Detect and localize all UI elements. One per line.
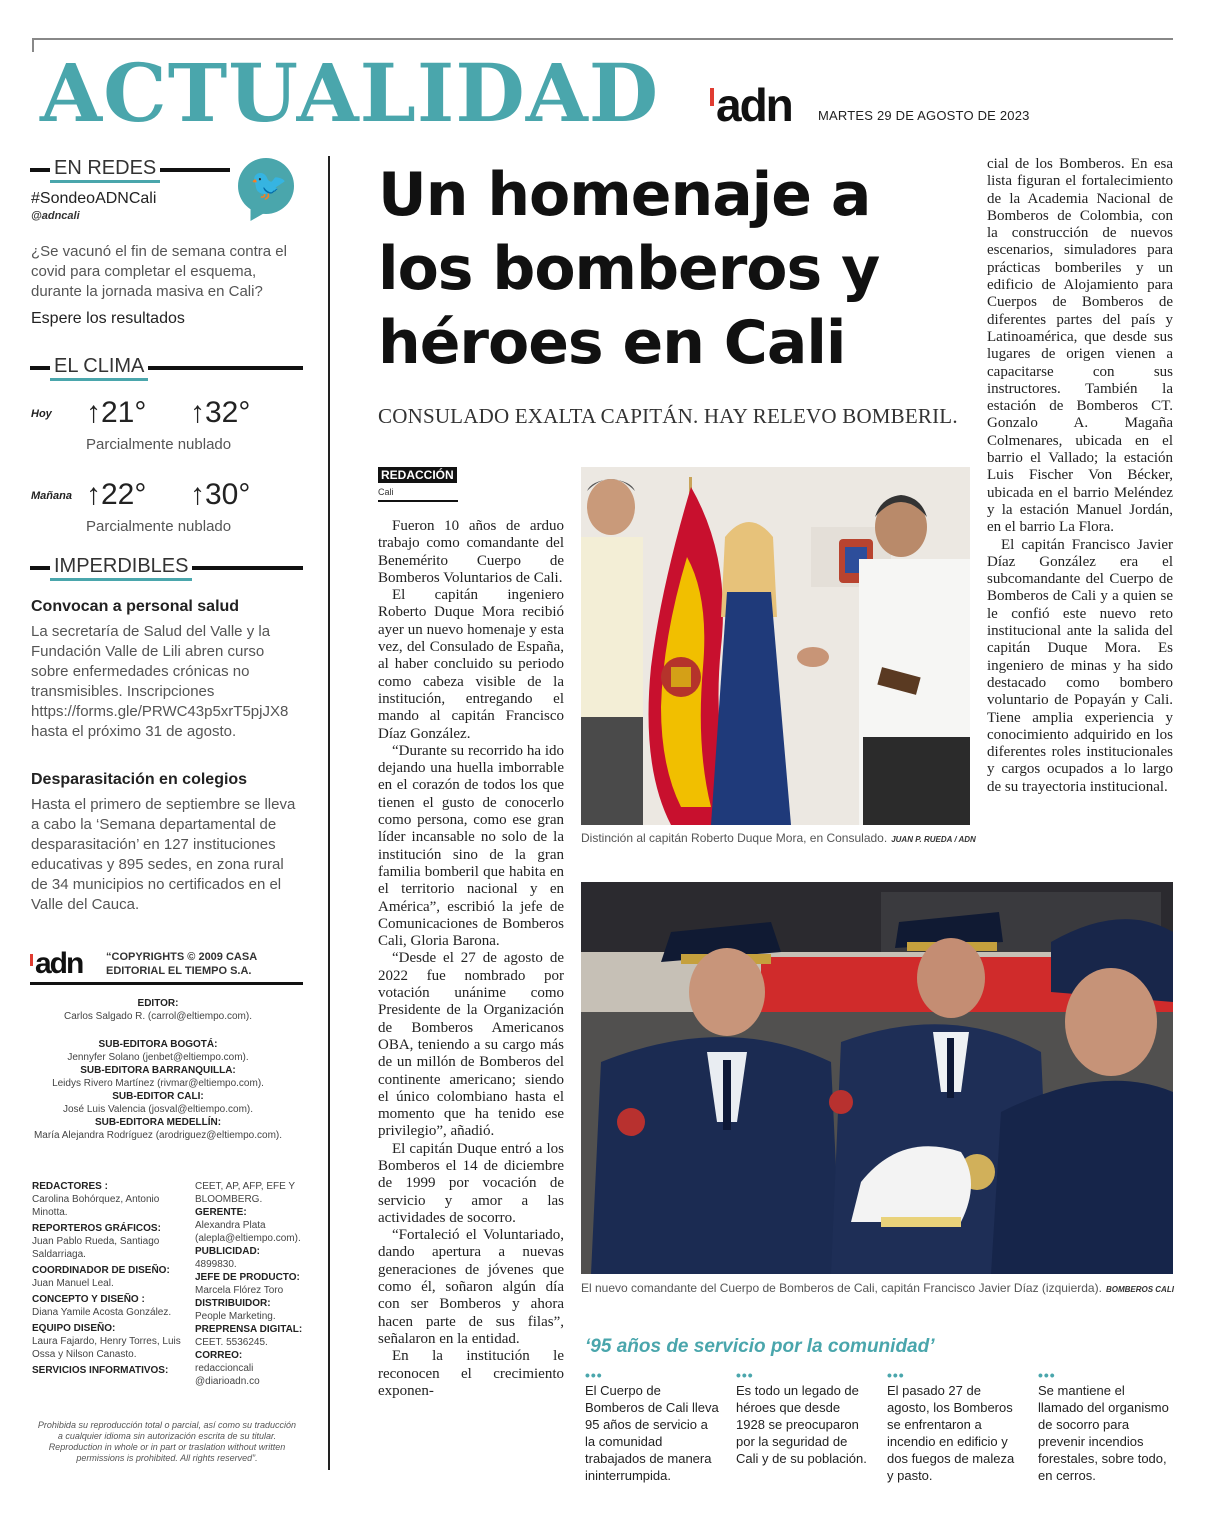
- top-rule-tick: [32, 38, 34, 52]
- imperdible-text-1: La secretaría de Salud del Valle y la Fundación Valle de Lili abren curso sobre enfermedades crónicas no transmisibles. Inscripciones https://forms.gle/PRWC43p5xrT5pjJX8 hasta el próximo 31 de agosto.: [31, 623, 289, 740]
- photo-consulado-caption: Distinción al capitán Roberto Duque Mora, en Consulado. JUAN P. RUEDA / ADN: [581, 831, 976, 845]
- imperdible-title-1: Convocan a personal salud: [31, 598, 240, 615]
- clima-tomorrow-max: ↑30°: [190, 478, 251, 511]
- clima-day-today: Hoy: [31, 408, 52, 420]
- fact-item-4: ••• Se mantiene el llamado del organismo de socorro para prevenir incendios forestales, sobre todo, en cerros.: [1038, 1367, 1169, 1483]
- clima-day-tomorrow: Mañana: [31, 490, 72, 502]
- adn-logo: adn: [710, 80, 792, 130]
- column-divider: [328, 156, 330, 1470]
- fact-item-1: ••• El Cuerpo de Bomberos de Cali lleva 95 años de servicio a la comunidad trabajados de manera ininterrumpida.: [585, 1367, 719, 1483]
- imperdibles-heading: IMPERDIBLES: [30, 556, 303, 576]
- clima-today-max: ↑32°: [190, 396, 251, 429]
- imperdible-title-2: Desparasitación en colegios: [31, 771, 248, 788]
- en-redes-heading: EN REDES: [30, 158, 303, 178]
- staff-list: EDITOR: Carlos Salgado R. (carrol@eltiempo.com). SUB-EDITORA BOGOTÁ: Jennyfer Solano (jenbet@eltiempo.com). SUB-EDITORA BARRANQUILLA: Leidys Rivero Martínez (rivmar@eltiempo.com). SUB-EDITOR CALI: José Luis Valencia (josval@eltiempo.com). SUB-EDITORA MEDELLÍN: María Alejandra Rodríguez (arodriguez@eltiempo.com).: [33, 998, 283, 1141]
- twitter-handle: @adncali: [31, 210, 80, 222]
- legal-notice: Prohibida su reproducción total o parcial, así como su traducción a cualquier idioma sin autorización escrita de su titular. Reproduction in whole or in part or traslation without written permissions is prohibited. All rights reserved”.: [37, 1420, 297, 1463]
- credits-left: REDACTORES : Carolina Bohórquez, Antonio Minotta. REPORTEROS GRÁFICOS: Juan Pablo Rueda, Santiago Saldarriaga. COORDINADOR DE DISEÑO: Juan Manuel Leal. CONCEPTO Y DISEÑO : Diana Yamile Acosta González. EQUIPO DISEÑO: Laura Fajardo, Henry Torres, Luis Ossa y Nilson Canasto. SERVICIOS INFORMATIVOS:: [32, 1181, 181, 1376]
- fact-item-3: ••• El pasado 27 de agosto, los Bomberos se enfrentaron a incendio en edificio y dos fuegos de maleza y pasto.: [887, 1367, 1015, 1483]
- imperdible-text-2: Hasta el primero de septiembre se lleva a cabo la ‘Semana departamental de desparasitación’ en 127 instituciones educativas y 895 sedes, en zona rural de 34 municipios no certificados en el Valle del Cauca.: [31, 796, 296, 913]
- clima-tomorrow-min: ↑22°: [86, 478, 147, 511]
- adn-logo-small: adn: [30, 948, 82, 980]
- photo-consulado: [581, 467, 970, 825]
- sondeo-hashtag: #SondeoADNCali: [31, 190, 157, 207]
- photo-bomberos: [581, 882, 1173, 1274]
- top-rule: [32, 38, 1173, 40]
- copyright-rule: [30, 982, 303, 985]
- sondeo-note: Espere los resultados: [31, 310, 185, 327]
- photo-bomberos-caption: El nuevo comandante del Cuerpo de Bomberos de Cali, capitán Francisco Javier Díaz (izquierda). BOMBEROS CALI: [581, 1281, 1174, 1295]
- article-headline: Un homenaje a los bomberos y héroes en Cali: [378, 160, 880, 378]
- el-clima-heading: EL CLIMA: [30, 356, 303, 376]
- section-title: ACTUALIDAD: [40, 46, 660, 140]
- fact-item-2: ••• Es todo un legado de héroes que desde 1928 se preocuparon por la seguridad de Cali y de su población.: [736, 1367, 867, 1466]
- facts-box-title: ‘95 años de servicio por la comunidad’: [585, 1336, 935, 1357]
- twitter-icon: 🐦: [238, 158, 294, 214]
- credits-right: CEET, AP, AFP, EFE Y BLOOMBERG. GERENTE: Alexandra Plata (alepla@eltiempo.com). PUBLICIDAD: 4899830. JEFE DE PRODUCTO: Marcela Flórez Toro DISTRIBUIDOR: People Marketing. PREPRENSA DIGITAL: CEET. 5536245. CORREO: redaccioncali @diarioadn.co: [195, 1181, 303, 1387]
- byline: REDACCIÓN Cali: [378, 466, 458, 502]
- sondeo-question: ¿Se vacunó el fin de semana contra el covid para completar el esquema, durante la jornada masiva en Cali?: [31, 243, 287, 300]
- article-subhead: CONSULADO EXALTA CAPITÁN. HAY RELEVO BOMBERIL.: [378, 404, 958, 428]
- clima-today-desc: Parcialmente nublado: [86, 436, 232, 453]
- copyright-text: “COPYRIGHTS © 2009 CASA EDITORIAL EL TIEMPO S.A.: [106, 951, 258, 977]
- article-column-3: cial de los Bomberos. En esa lista figuran el fortalecimiento de la Academia Nacional de Bomberos de Colombia, con la construcción de nuevos escenarios, simuladores para prácticas bomberiles y un edificio de Alojamiento para Cuerpos de Bomberos de diferentes partes del país y Latinoamérica, que desde sus lugares de origen vienen a capacitarse con sus instructores. También la estación de Bomberos CT. Gonzalo A. Magaña Colmenares, ubicada en el barrio el Vallado; la estación Luis Fischer Von Bécker, ubicada en el barrio Meléndez y la estación Manuel Jordán, en el barrio La Flora. El capitán Francisco Javier Díaz González era el subcomandante del Cuerpo de Bomberos de Cali y a quien se le confió este nuevo reto institucional ante la salida del capitán Duque Mora. Es ingeniero de minas y ha sido destacado como bombero voluntario de Popayán y Cali. Tiene amplia experiencia y conocimiento adquirido en los diferentes roles institucionales y cargos ocupados a lo largo de su trayectoria institucional.: [987, 156, 1173, 795]
- article-column-1: Fueron 10 años de arduo trabajo como comandante del Benemérito Cuerpo de Bomberos Voluntarios de Cali. El capitán ingeniero Roberto Duque Mora recibió ayer un nuevo homenaje y esta vez, del Consulado de España, al haber concluido su periodo como cabeza visible de la institución, entregando el mando al capitán Francisco Díaz González. “Durante su recorrido ha ido dejando una huella imborrable en el corazón de todos los que tienen el gusto de conocerlo como persona, como ese gran líder incansable no solo de la institución sino de la gran familia bomberil que habita en el territorio nacional y en América”, escribió la jefe de Comunicaciones de Bomberos Cali, Gloria Barona. “Desde el 27 de agosto de 2022 fue nombrado por votación unánime como Presidente de la Organización de Bomberos Americanos OBA, teniendo a su cargo más de un millón de Bomberos del continente americano; siendo el único colombiano hasta el momento que ha tenido ese privilegio”, añadió. El capitán Duque entró a los Bomberos el 14 de diciembre de 1999 por vocación de servicio y amor a las actividades de socorro. “Fortaleció el Voluntariado, dando apertura a nuevas generaciones de jóvenes que como él, soñaron algún día con ser Bomberos y ahora hacen parte de sus filas”, señalaron en la entidad. En la institución le reconocen el crecimiento exponen-: [378, 518, 564, 1399]
- edition-date: MARTES 29 DE AGOSTO DE 2023: [818, 108, 1030, 123]
- clima-tomorrow-desc: Parcialmente nublado: [86, 518, 232, 535]
- clima-today-min: ↑21°: [86, 396, 147, 429]
